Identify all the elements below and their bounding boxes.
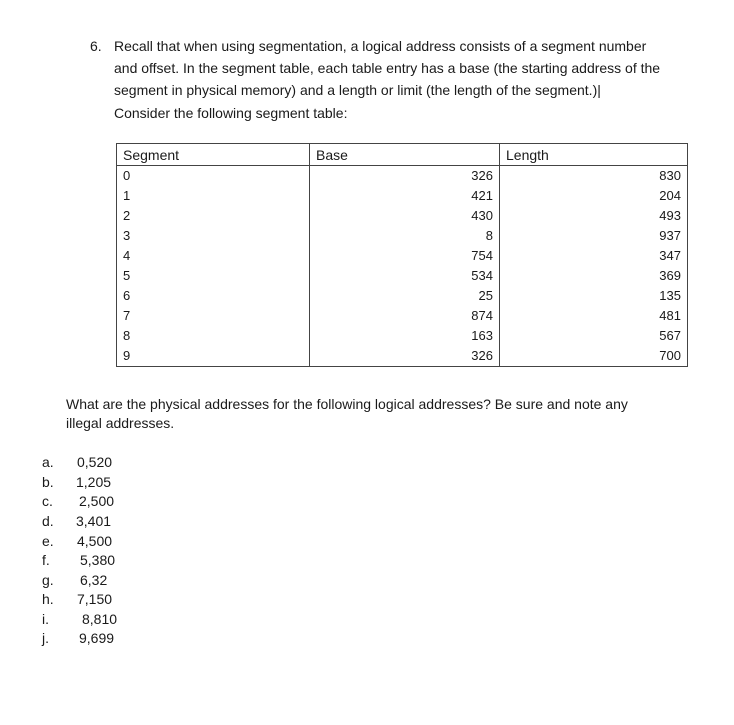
item-letter: g. (42, 572, 54, 588)
prompt-line: illegal addresses. (66, 415, 175, 431)
cell-segment: 6 (117, 286, 310, 306)
segment-table (116, 143, 688, 367)
cell-base: 874 (310, 306, 500, 326)
cell-segment: 0 (117, 166, 310, 187)
table-row (117, 246, 688, 266)
table-row (117, 226, 688, 246)
cell-length: 481 (500, 306, 688, 326)
cell-length: 347 (500, 246, 688, 266)
question-line: segment in physical memory) and a length or limit (the length of the segment.)| (114, 82, 601, 98)
question-line: Recall that when using segmentation, a logical address consists of a segment number (114, 38, 647, 54)
logical-address: 5,380 (80, 552, 116, 568)
cell-segment: 7 (117, 306, 310, 326)
logical-address: 1,205 (76, 474, 112, 490)
header-base: Base (310, 144, 500, 166)
table-row (117, 186, 688, 206)
table-row (117, 266, 688, 286)
cell-base: 326 (310, 166, 500, 187)
table-row (117, 166, 688, 187)
item-letter: f. (42, 552, 50, 568)
cell-segment: 2 (117, 206, 310, 226)
item-letter: d. (42, 513, 54, 529)
logical-address: 9,699 (79, 630, 115, 646)
table-header-row (117, 144, 688, 166)
cell-segment: 8 (117, 326, 310, 346)
logical-address: 0,520 (77, 454, 113, 470)
cell-length: 700 (500, 346, 688, 367)
logical-address: 2,500 (79, 493, 115, 509)
item-letter: e. (42, 533, 54, 549)
cell-segment: 3 (117, 226, 310, 246)
cell-base: 8 (310, 226, 500, 246)
item-letter: j. (42, 630, 49, 646)
logical-address: 4,500 (77, 533, 113, 549)
cell-length: 204 (500, 186, 688, 206)
cell-segment: 9 (117, 346, 310, 367)
cell-base: 326 (310, 346, 500, 367)
table-row (117, 326, 688, 346)
cell-base: 25 (310, 286, 500, 306)
logical-address: 8,810 (82, 611, 118, 627)
item-letter: h. (42, 591, 54, 607)
table-row (117, 286, 688, 306)
cell-base: 754 (310, 246, 500, 266)
cell-segment: 5 (117, 266, 310, 286)
cell-length: 567 (500, 326, 688, 346)
cell-base: 534 (310, 266, 500, 286)
cell-length: 135 (500, 286, 688, 306)
table-row (117, 306, 688, 326)
prompt-line: What are the physical addresses for the following logical addresses? Be sure and note any (66, 396, 628, 412)
cell-base: 421 (310, 186, 500, 206)
logical-address: 6,32 (80, 572, 108, 588)
cell-segment: 1 (117, 186, 310, 206)
question-number: 6. (90, 38, 102, 54)
header-segment: Segment (117, 144, 310, 166)
cell-length: 937 (500, 226, 688, 246)
prompt (66, 395, 686, 433)
item-letter: c. (42, 493, 53, 509)
logical-address: 3,401 (76, 513, 112, 529)
question-line: and offset. In the segment table, each table entry has a base (the starting address of the (114, 60, 661, 76)
logical-address: 7,150 (77, 591, 113, 607)
item-letter: b. (42, 474, 54, 490)
item-letter: i. (42, 611, 49, 627)
table-row (117, 206, 688, 226)
table-row (117, 346, 688, 367)
cell-segment: 4 (117, 246, 310, 266)
cell-length: 493 (500, 206, 688, 226)
cell-length: 830 (500, 166, 688, 187)
cell-length: 369 (500, 266, 688, 286)
cell-base: 163 (310, 326, 500, 346)
header-length: Length (500, 144, 688, 166)
item-letter: a. (42, 454, 54, 470)
cell-base: 430 (310, 206, 500, 226)
question-line: Consider the following segment table: (114, 105, 348, 121)
